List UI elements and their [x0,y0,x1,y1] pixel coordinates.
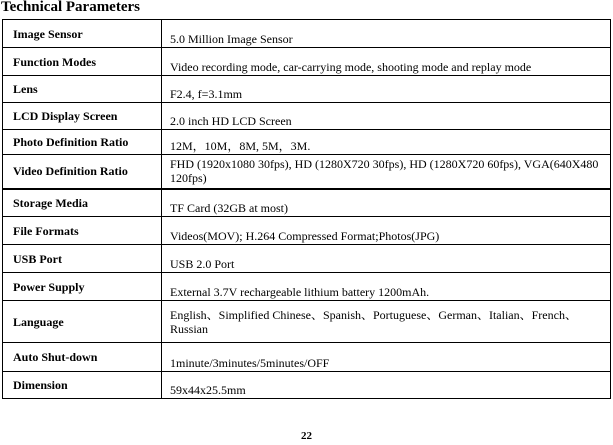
param-label-video-definition-ratio: Video Definition Ratio [3,155,162,189]
table-row [3,103,611,130]
table-row [3,130,611,155]
param-label-function-modes: Function Modes [3,48,162,76]
page-number: 22 [301,430,312,442]
param-label-auto-shut-down: Auto Shut-down [3,343,162,372]
technical-parameters-table [2,19,611,399]
param-label-lens: Lens [3,76,162,103]
param-label-storage-media: Storage Media [3,189,162,217]
table-row [3,48,611,76]
param-value-dimension: 59x44x25.5mm [162,372,611,399]
table-row [3,245,611,273]
param-label-photo-definition-ratio: Photo Definition Ratio [3,130,162,155]
table-row [3,189,611,217]
table-row [3,343,611,372]
table-row [3,301,611,343]
table-row [3,20,611,48]
table-row [3,372,611,399]
section-heading: Technical Parameters [1,0,140,15]
param-label-power-supply: Power Supply [3,273,162,301]
table-row [3,76,611,103]
param-label-usb-port: USB Port [3,245,162,273]
param-value-language: English、Simplified Chinese、Spanish、Portuguese、German、Italian、French、Russian [162,301,611,343]
param-value-function-modes: Video recording mode, car-carrying mode, shooting mode and replay mode [162,48,611,76]
table-row [3,155,611,189]
param-value-auto-shut-down: 1minute/3minutes/5minutes/OFF [162,343,611,372]
param-value-image-sensor: 5.0 Million Image Sensor [162,20,611,48]
param-label-language: Language [3,301,162,343]
param-label-dimension: Dimension [3,372,162,399]
param-value-usb-port: USB 2.0 Port [162,245,611,273]
table-row [3,273,611,301]
param-value-power-supply: External 3.7V rechargeable lithium battery 1200mAh. [162,273,611,301]
table-row [3,217,611,245]
param-value-lcd-display-screen: 2.0 inch HD LCD Screen [162,103,611,130]
param-value-video-definition-ratio: FHD (1920x1080 30fps), HD (1280X720 30fps), HD (1280X720 60fps), VGA(640X480 120fps) [162,155,611,189]
param-label-image-sensor: Image Sensor [3,20,162,48]
param-value-lens: F2.4, f=3.1mm [162,76,611,103]
param-value-storage-media: TF Card (32GB at most) [162,189,611,217]
param-value-photo-definition-ratio: 12M，10M，8M, 5M，3M. [162,130,611,155]
param-label-lcd-display-screen: LCD Display Screen [3,103,162,130]
param-value-file-formats: Videos(MOV); H.264 Compressed Format;Photos(JPG) [162,217,611,245]
param-label-file-formats: File Formats [3,217,162,245]
